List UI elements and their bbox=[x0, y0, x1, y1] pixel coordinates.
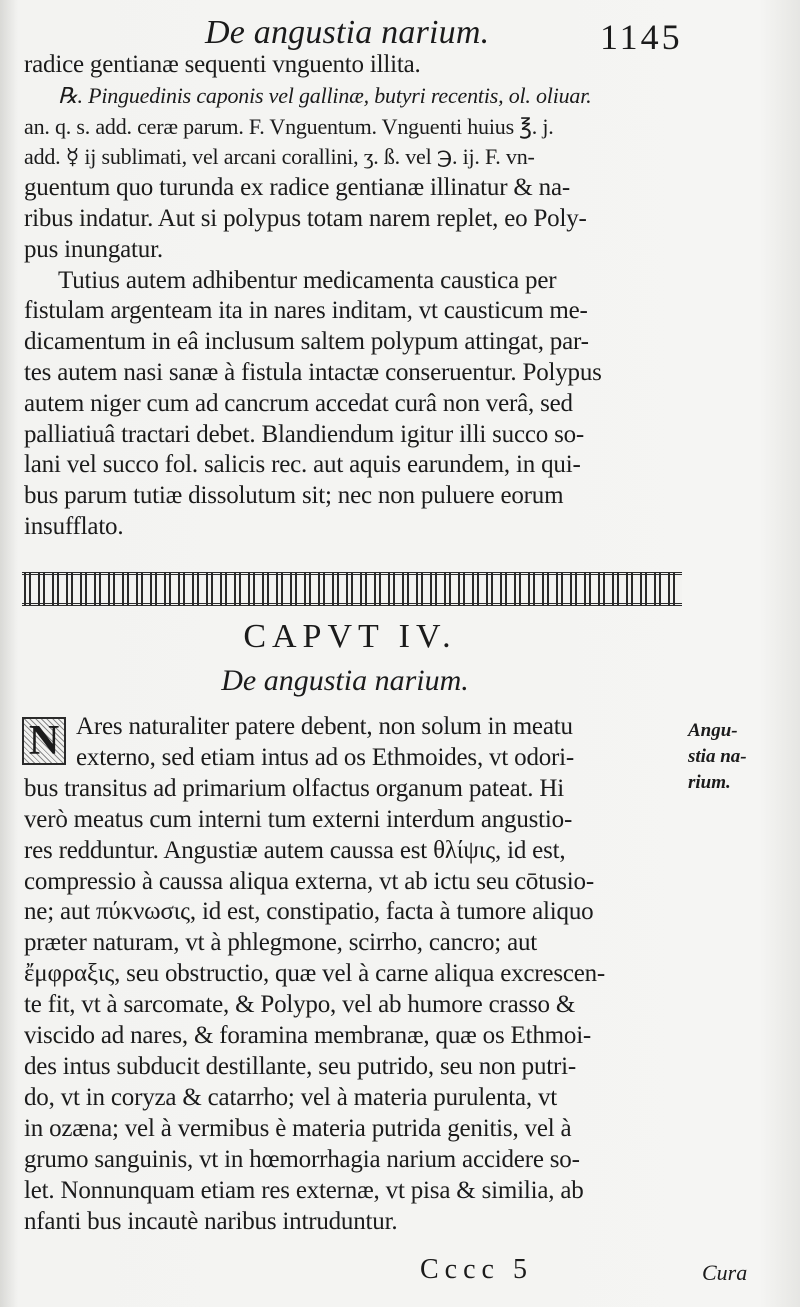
text-line: te fit, vt à sarcomate, & Polypo, vel ab humore crasso & bbox=[24, 991, 576, 1019]
text-line: ne; aut πύκνωσις, id est, constipatio, facta à tumore aliquo bbox=[24, 898, 594, 926]
text-line: nfanti bus incautè naribus intruduntur. bbox=[24, 1207, 398, 1235]
marginal-note-line: rium. bbox=[688, 772, 731, 793]
text-line: ἔμφραξις, seu obstructio, quæ vel à carne aliqua excrescen- bbox=[24, 960, 606, 988]
text-line: præter naturam, vt à phlegmone, scirrho, cancro; aut bbox=[24, 929, 538, 957]
text-line: res redduntur. Angustiæ autem caussa est θλίψις, id est, bbox=[24, 836, 566, 864]
decorative-ornament-band bbox=[22, 572, 682, 606]
chapter-subtitle: De angustia narium. bbox=[221, 664, 469, 697]
page-number: 1145 bbox=[600, 17, 683, 57]
drop-capital: N bbox=[22, 717, 66, 765]
signature-mark: Cccc 5 bbox=[420, 1254, 533, 1285]
text-line: Ares naturaliter patere debent, non solum in meatu bbox=[76, 713, 573, 740]
marginal-note bbox=[688, 718, 798, 796]
marginal-note-line: stia na- bbox=[688, 746, 747, 767]
text-line: radice gentianæ sequenti vnguento illita. bbox=[24, 51, 421, 78]
text-line: des intus subducit destillante, seu putrido, seu non putri- bbox=[24, 1052, 577, 1080]
catchword: Cura bbox=[702, 1260, 748, 1285]
text-line: add. ☿ ij sublimati, vel arcani corallini, ʒ. ß. vel ℈. ij. F. vn- bbox=[24, 144, 535, 170]
text-line: do, vt in coryza & catarrho; vel à materia purulenta, vt bbox=[24, 1083, 558, 1111]
text-line: externo, sed etiam intus ad os Ethmoides, vt odori- bbox=[76, 743, 575, 771]
text-line: viscido ad nares, & foramina membranæ, quæ os Ethmoi- bbox=[24, 1022, 592, 1050]
text-line: ℞. Pinguedinis caponis vel gallinæ, butyri recentis, ol. oliuar. bbox=[58, 82, 592, 108]
text-line: bus transitus ad primarium olfactus organum pateat. Hi bbox=[24, 774, 565, 802]
text-line: in ozæna; vel à vermibus è materia putrida genitis, vel à bbox=[24, 1114, 572, 1142]
text-line: dicamentum in eâ inclusum saltem polypum attingat, par- bbox=[24, 328, 589, 356]
chapter-text-block bbox=[24, 712, 689, 1237]
text-line: fistulam argenteam ita in nares inditam, vt causticum me- bbox=[24, 297, 588, 325]
text-line: Tutius autem adhibentur medicamenta caustica per bbox=[58, 266, 557, 294]
text-line: autem niger cum ad cancrum accedat curâ non verâ, sed bbox=[24, 389, 573, 417]
text-line: grumo sanguinis, vt in hœmorrhagia narium accidere so- bbox=[24, 1145, 580, 1173]
text-line: insufflato. bbox=[24, 512, 124, 540]
text-line: let. Nonnunquam etiam res externæ, vt pisa & similia, ab bbox=[24, 1176, 584, 1204]
text-line: an. q. s. add. ceræ parum. F. Vnguentum. Vnguenti huius ℥. j. bbox=[24, 113, 554, 139]
text-line: bus parum tutiæ dissolutum sit; nec non puluere eorum bbox=[24, 482, 564, 510]
chapter-title: CAPVT IV. bbox=[243, 618, 457, 655]
text-line: lani vel succo fol. salicis rec. aut aquis earundem, in qui- bbox=[24, 451, 581, 479]
page-footer bbox=[0, 1246, 800, 1296]
text-line: palliatiuâ tractari debet. Blandiendum igitur illi succo so- bbox=[24, 420, 585, 448]
text-line: pus inungatur. bbox=[24, 235, 163, 263]
top-text-block bbox=[24, 50, 679, 543]
marginal-note-line: Angu- bbox=[688, 720, 738, 741]
text-line: compressio à caussa aliqua externa, vt ab ictu seu cōtusio- bbox=[24, 867, 594, 895]
text-line: ribus indatur. Aut si polypus totam narem replet, eo Poly- bbox=[24, 204, 587, 232]
running-head: De angustia narium. bbox=[205, 14, 490, 51]
text-line: tes autem nasi sanæ à fistula intactæ conseruentur. Polypus bbox=[24, 358, 602, 386]
text-line: verò meatus cum interni tum externi interdum angustio- bbox=[24, 805, 573, 833]
text-line: guentum quo turunda ex radice gentianæ illinatur & na- bbox=[24, 174, 570, 202]
